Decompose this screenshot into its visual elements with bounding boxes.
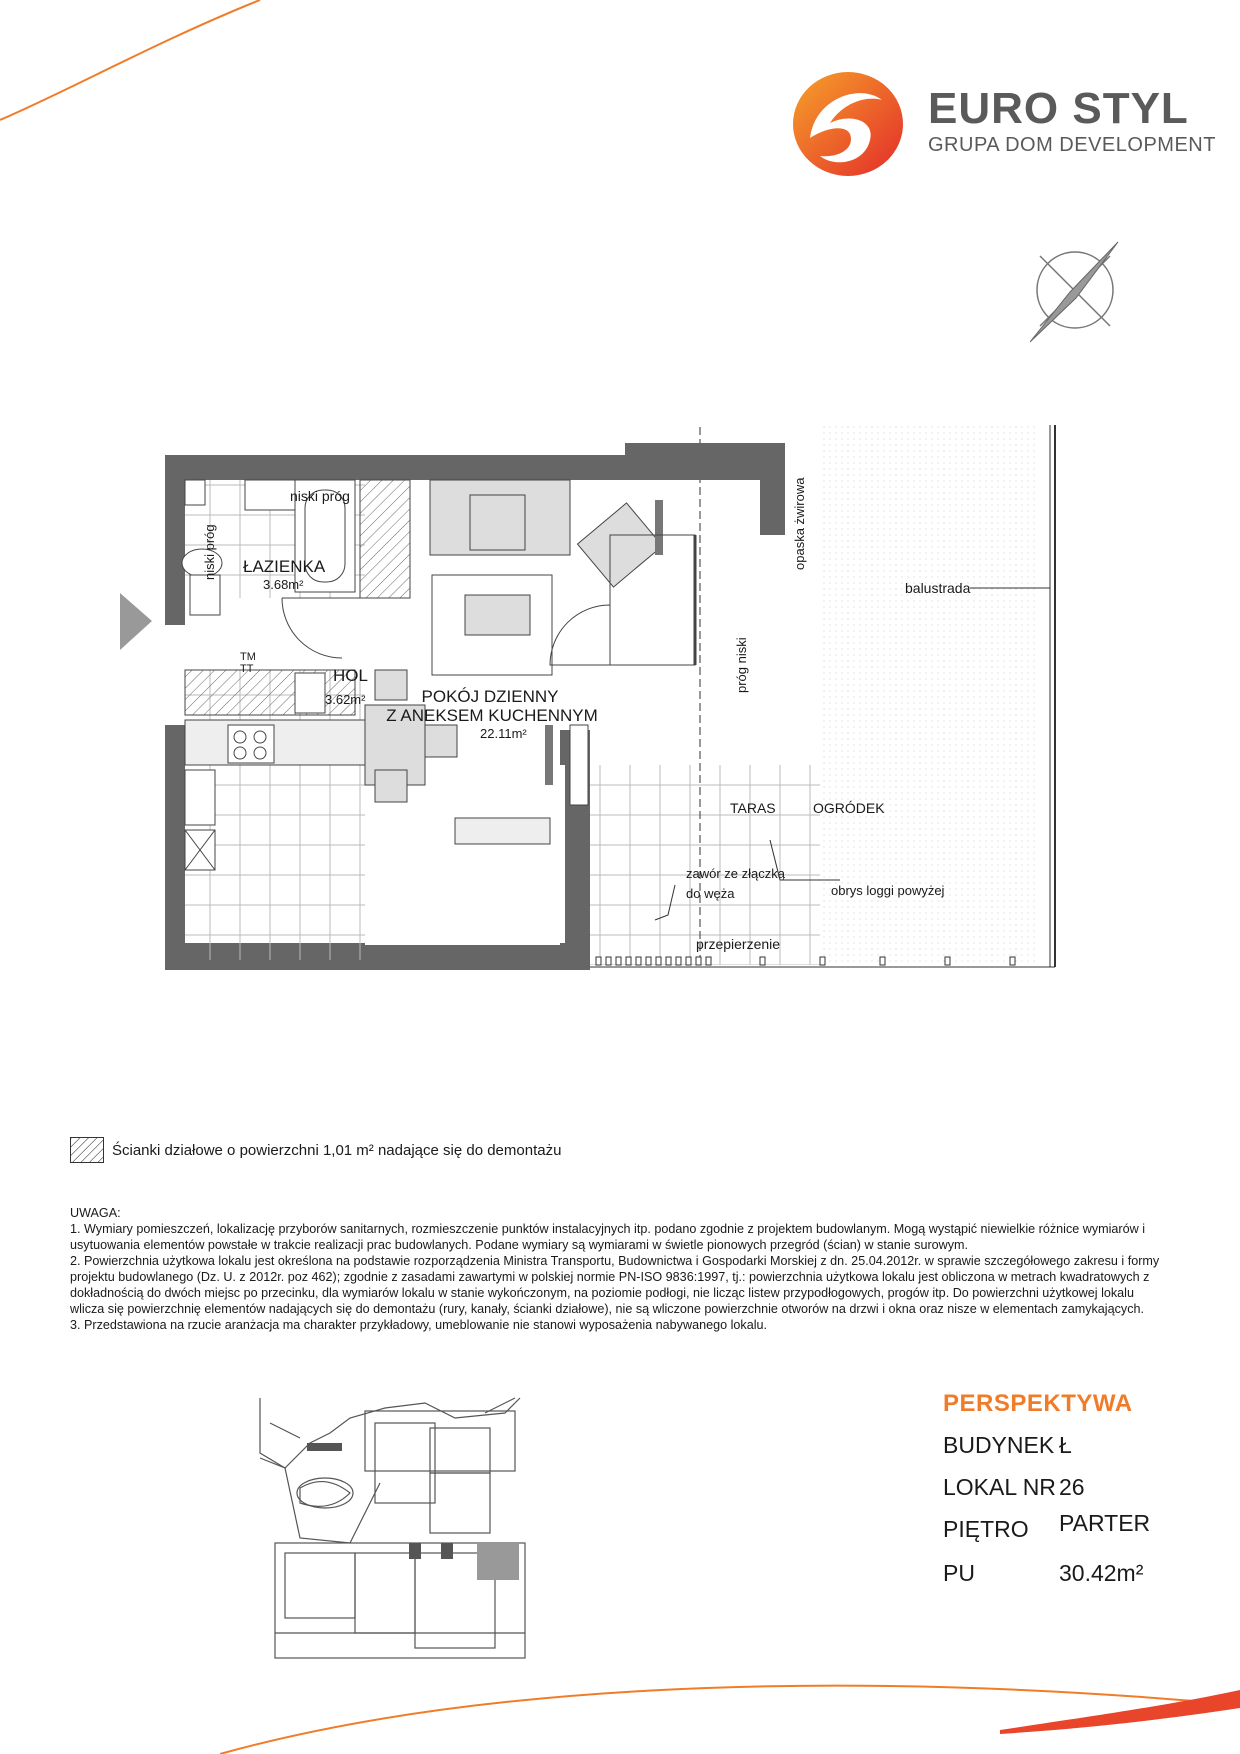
site-key-plan <box>255 1393 575 1663</box>
label-niski-prog-side: niski próg <box>202 524 217 580</box>
info-label: PIĘTRO <box>943 1516 1029 1542</box>
coffee-table <box>465 595 530 635</box>
notes-item: 3. Przedstawiona na rzucie aranżacja ma charakter przykładowy, umeblowanie nie stanowi wyposażenia nabywanego lokalu. <box>70 1318 767 1332</box>
room-area: 3.68m² <box>263 577 304 592</box>
info-row-floor <box>943 1510 1151 1543</box>
room-name: ŁAZIENKA <box>243 557 326 576</box>
info-label: PU <box>943 1560 975 1586</box>
info-value: Ł <box>1059 1432 1072 1458</box>
info-value: PARTER <box>1059 1510 1151 1536</box>
info-row-building <box>943 1432 1072 1459</box>
info-value: 30.42m² <box>1059 1560 1144 1586</box>
notes-item: 2. Powierzchnia użytkowa lokalu jest określona na podstawie rozporządzenia Ministra Transportu, Budownictwa i Gospodarki Morskiej z dn. 25.04.2012r. w sprawie szczegółowego zakresu i formy projektu budowlanego (Dz. U. z 2012r. poz 462); zgodnie z zasadami zawartymi w polskiej normie PN-ISO 9836:1997, tj.: powierzchnia użytkowa lokalu jest obliczona w metrach kwadratowych z dokładnością do dwóch miejsc po przecinku, dla wymiarów lokalu w stanie wykończonym, na poziomie podłogi, nie licząc listew przypodłogowych, progów itp. Do powierzchni użytkowej lokalu wlicza się powierzchnię elementów nadających się do demontażu (rury, kanały, ścianki działowe), nie są wliczone powierzchnie otworów na drzwi i okna oraz nisze w elementach zamykających. <box>70 1254 1160 1316</box>
notes-heading: UWAGA: <box>70 1206 121 1220</box>
sofa <box>430 480 570 555</box>
label-ogrodek: OGRÓDEK <box>813 800 885 816</box>
room-area: 3.62m² <box>325 692 366 707</box>
info-value: 26 <box>1059 1474 1085 1500</box>
label-tm-tt: TM TT <box>240 651 256 675</box>
north-arrow-icon <box>1030 238 1120 346</box>
notes <box>70 1205 1170 1333</box>
room-name: HOL <box>333 666 368 685</box>
label-taras: TARAS <box>730 800 776 816</box>
info-label: LOKAL NR <box>943 1474 1056 1500</box>
room-name: POKÓJ DZIENNY <box>421 687 559 706</box>
brand-name: EURO STYL <box>928 84 1189 133</box>
label-opaska: opaska żwirowa <box>792 477 807 570</box>
info-row-unit <box>943 1474 1085 1501</box>
label-obrys: obrys loggi powyżej <box>831 883 945 898</box>
selected-unit-marker <box>477 1543 519 1580</box>
room-area: 22.11m² <box>480 726 527 741</box>
label-zawor: do węża <box>686 886 735 901</box>
room-name: Z ANEKSEM KUCHENNYM <box>386 706 598 725</box>
info-label: BUDYNEK <box>943 1432 1055 1458</box>
info-row-area <box>943 1560 1144 1587</box>
label-przepierzenie: przepierzenie <box>696 936 781 952</box>
brand-subtitle: GRUPA DOM DEVELOPMENT <box>928 134 1216 156</box>
info-title: PERSPEKTYWA <box>943 1390 1133 1417</box>
notes-item: 1. Wymiary pomieszczeń, lokalizację przyborów sanitarnych, rozmieszczenie punktów instalacyjnych itp. podano zgodnie z projektem budowlanym. Mogą wystąpić niewielkie różnice wymiarów i usytuowania elementów powstałe w trakcie realizacji prac budowlanych. Podane wymiary są wymiarami w świetle pionowych przegród (ścian) w stanie surowym. <box>70 1222 1146 1252</box>
floor-plan <box>120 425 1070 985</box>
label-prog-niski: próg niski <box>734 637 749 693</box>
label-balustrada: balustrada <box>905 580 971 596</box>
entry-arrow <box>120 593 152 650</box>
legend <box>70 1137 561 1163</box>
armchair <box>577 503 662 587</box>
logo-icon <box>790 68 906 180</box>
terrace-tiles <box>590 765 820 965</box>
label-niski-prog: niski próg <box>290 488 350 504</box>
legend-text: Ścianki działowe o powierzchni 1,01 m² nadające się do demontażu <box>112 1141 562 1159</box>
hatch-swatch-icon <box>70 1137 104 1163</box>
label-zawor: zawór ze złączką <box>686 866 785 881</box>
